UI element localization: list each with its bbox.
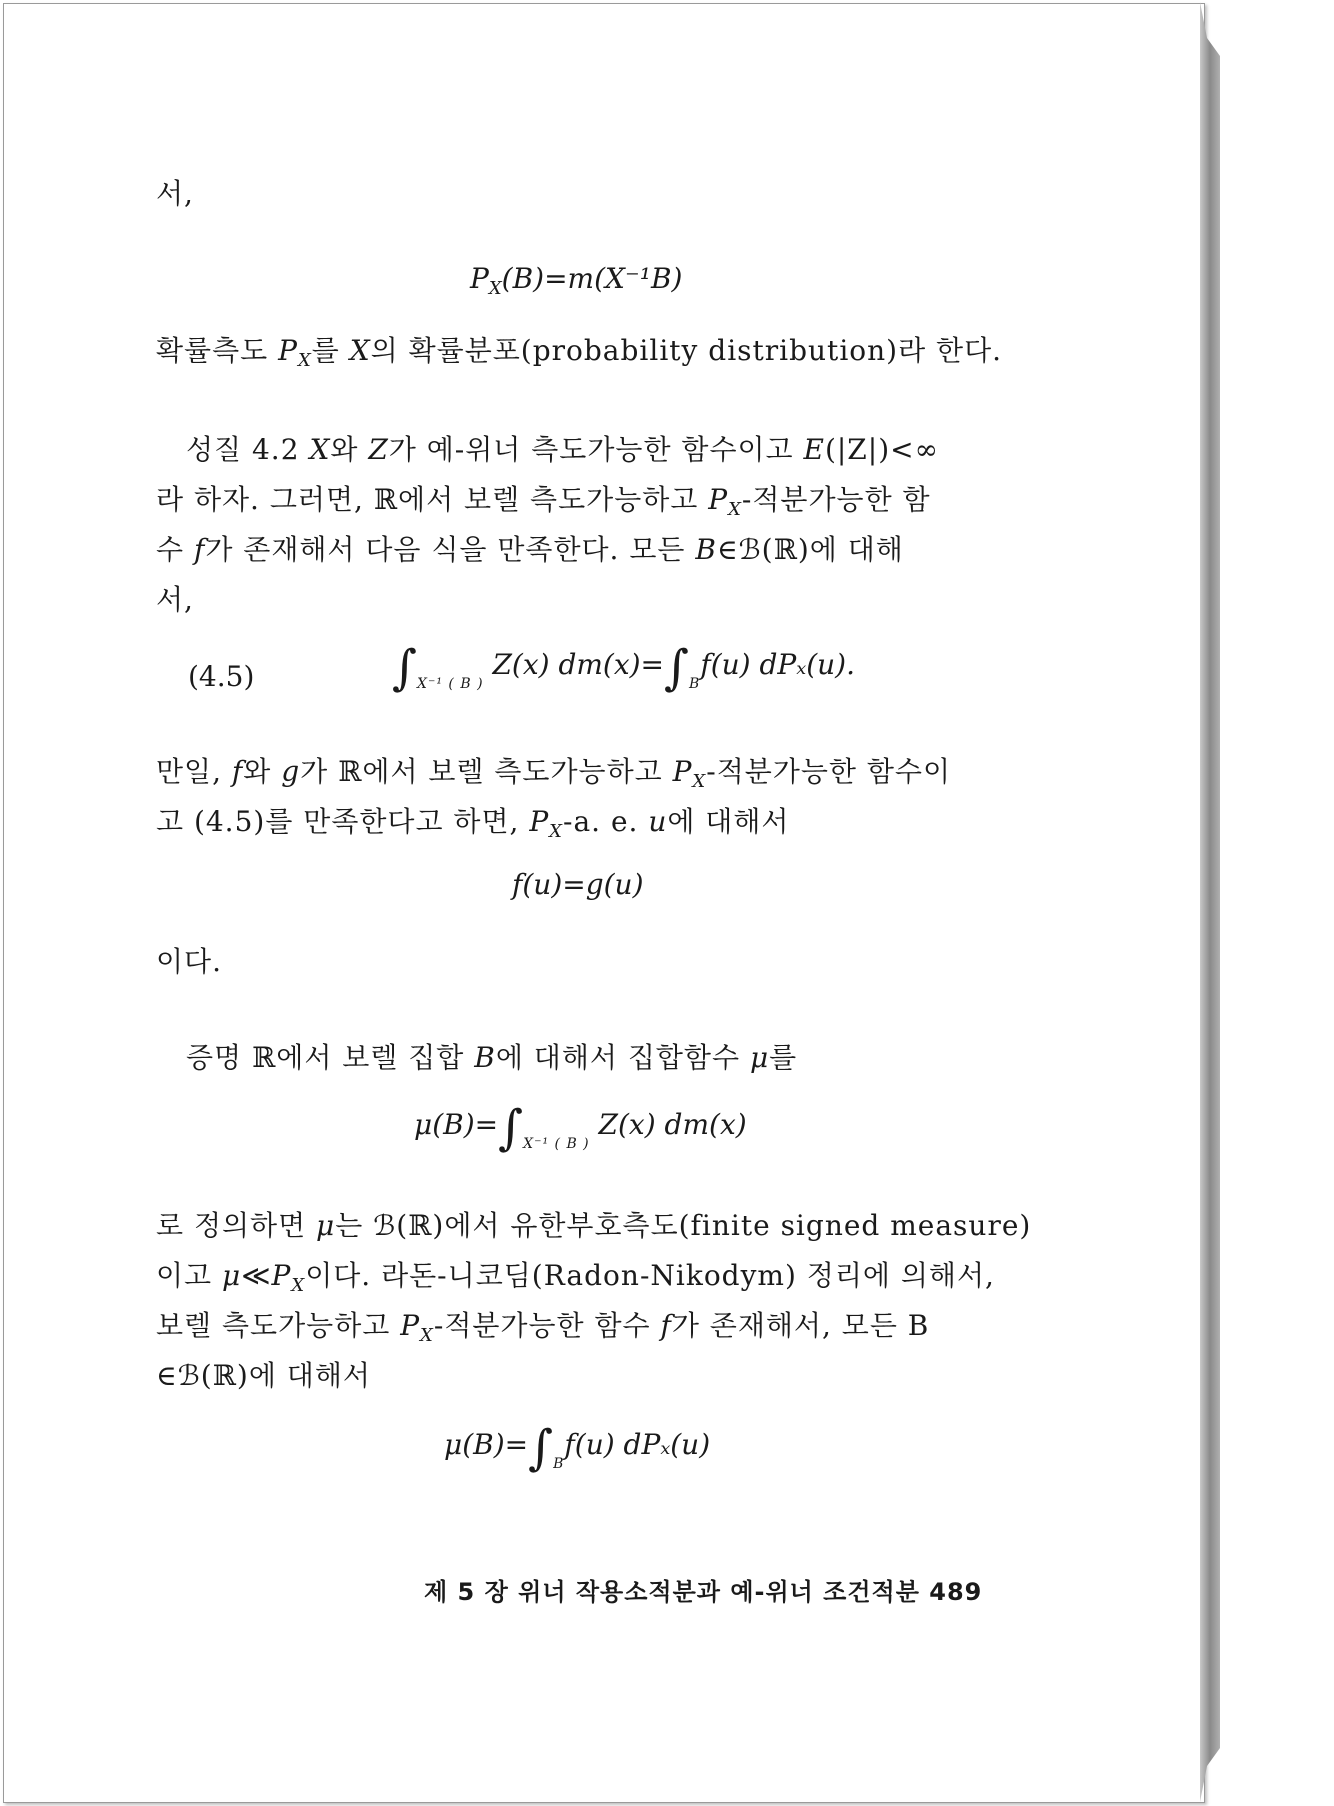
text-line bbox=[156, 172, 194, 212]
subscript-x: X bbox=[549, 821, 563, 842]
subscript-x: X bbox=[420, 1325, 434, 1346]
symbol-mu: μ bbox=[222, 1259, 242, 1292]
integral-domain: B bbox=[553, 1456, 565, 1472]
symbol-p: P bbox=[400, 1309, 421, 1342]
text: 수 bbox=[156, 533, 194, 566]
equation-body: f(u)=g(u) bbox=[512, 868, 644, 901]
equation-left: μ(B)= bbox=[414, 1108, 499, 1141]
equation-right: Z(x) dm(x) bbox=[598, 1108, 747, 1141]
symbol-p: P bbox=[708, 483, 729, 516]
integral-sign: ∫ bbox=[498, 1100, 524, 1156]
equation-4-5 bbox=[392, 640, 855, 696]
property-label: 성질 4.2 bbox=[186, 433, 310, 466]
symbol-p: P bbox=[278, 334, 298, 367]
property-heading-line bbox=[186, 428, 939, 468]
text-line bbox=[156, 528, 904, 568]
equation-right: f(u) dPₓ(u) bbox=[564, 1428, 711, 1461]
text: 가 ℝ에서 보렐 측도가능하고 bbox=[300, 755, 673, 788]
text: 서, bbox=[156, 177, 194, 210]
symbol-f: f bbox=[193, 533, 206, 566]
text: 의 확률분포(probability distribution)라 한다. bbox=[370, 334, 1003, 367]
text: 서, bbox=[156, 583, 194, 616]
integral-domain: B bbox=[689, 676, 701, 692]
symbol-p: P bbox=[672, 755, 693, 788]
equation-left: Z(x) dm(x)= bbox=[492, 648, 665, 681]
page-edge-shadow bbox=[1200, 2, 1220, 1802]
text-line bbox=[156, 1304, 929, 1346]
integral-domain: X⁻¹ ( B ) bbox=[523, 1136, 590, 1152]
text: 보렐 측도가능하고 bbox=[156, 1309, 401, 1342]
footer-text: 제 5 장 위너 작용소적분과 예-위너 조건적분 489 bbox=[424, 1578, 983, 1606]
text: 가 존재해서 다음 식을 만족한다. 모든 bbox=[205, 533, 696, 566]
text: 증명 ℝ에서 보렐 집합 bbox=[186, 1041, 475, 1074]
text: ∈ℬ(ℝ)에 대해서 bbox=[156, 1359, 371, 1392]
symbol-p: P bbox=[470, 262, 489, 295]
text: -적분가능한 함수이 bbox=[706, 755, 951, 788]
text: 이다. bbox=[156, 945, 222, 978]
text-line bbox=[156, 1354, 371, 1394]
equation-mu-final bbox=[444, 1420, 711, 1476]
text-line bbox=[156, 750, 951, 792]
proof-heading-line bbox=[186, 1036, 797, 1076]
integral-sign: ∫ bbox=[392, 640, 418, 696]
text: 를 bbox=[311, 334, 350, 367]
text: 이다. 라돈-니코딤(Radon-Nikodym) 정리에 의해서, bbox=[305, 1259, 995, 1292]
symbol-b: B bbox=[695, 533, 717, 566]
text-line bbox=[156, 800, 789, 842]
text: 에 대해서 집합함수 bbox=[495, 1041, 750, 1074]
text: 이고 bbox=[156, 1259, 222, 1292]
equation-mu-definition bbox=[414, 1100, 747, 1156]
symbol-g: g bbox=[281, 755, 301, 788]
text: ≪ bbox=[241, 1259, 272, 1292]
symbol-x: X bbox=[309, 433, 331, 466]
equation-number-text: (4.5) bbox=[188, 660, 255, 693]
text: 를 bbox=[769, 1041, 798, 1074]
text: 에 대해서 bbox=[667, 805, 790, 838]
page-footer bbox=[424, 1572, 982, 1607]
text-line bbox=[156, 329, 1002, 371]
text: -적분가능한 함 bbox=[741, 483, 931, 516]
text: 와 bbox=[330, 433, 369, 466]
text-line bbox=[156, 940, 222, 980]
equation-body: (B)=m(X⁻¹B) bbox=[501, 262, 683, 295]
text: 라 하자. 그러면, ℝ에서 보렐 측도가능하고 bbox=[156, 483, 709, 516]
subscript-x: X bbox=[488, 278, 502, 299]
text-line bbox=[156, 1254, 995, 1296]
symbol-f: f bbox=[231, 755, 244, 788]
subscript-x: X bbox=[291, 1275, 306, 1296]
integral-domain: X⁻¹ ( B ) bbox=[417, 676, 484, 692]
text-line bbox=[156, 578, 194, 618]
text: 고 (4.5)를 만족한다고 하면, bbox=[156, 805, 530, 838]
text-line bbox=[156, 1204, 1031, 1244]
text: 만일, bbox=[156, 755, 232, 788]
symbol-x: X bbox=[349, 334, 371, 367]
book-page bbox=[3, 3, 1205, 1803]
integral-sign: ∫ bbox=[528, 1420, 554, 1476]
expectation-condition: (|Z|)<∞ bbox=[824, 433, 939, 466]
symbol-u: u bbox=[648, 805, 668, 838]
text: 가 예-위너 측도가능한 함수이고 bbox=[388, 433, 804, 466]
equation-number bbox=[188, 660, 254, 693]
equation-right: f(u) dPₓ(u). bbox=[700, 648, 855, 681]
text: ∈ℬ(ℝ)에 대해 bbox=[716, 533, 904, 566]
subscript-x: X bbox=[297, 350, 312, 371]
subscript-x: X bbox=[728, 499, 742, 520]
symbol-mu: μ bbox=[749, 1041, 770, 1074]
text: 가 존재해서, 모든 B bbox=[671, 1309, 930, 1342]
symbol-e: E bbox=[803, 433, 825, 466]
subscript-x: X bbox=[692, 771, 707, 792]
symbol-p: P bbox=[271, 1259, 292, 1292]
text: 로 정의하면 bbox=[156, 1209, 317, 1242]
equation-px-definition bbox=[470, 262, 682, 299]
symbol-p: P bbox=[529, 805, 550, 838]
symbol-mu: μ bbox=[316, 1209, 336, 1242]
text: 확률측도 bbox=[156, 334, 279, 367]
text: -a. e. bbox=[562, 805, 649, 838]
text-line bbox=[156, 478, 931, 520]
equation-f-equals-g bbox=[512, 868, 644, 901]
integral-sign: ∫ bbox=[664, 640, 690, 696]
equation-left: μ(B)= bbox=[444, 1428, 529, 1461]
text: 는 ℬ(ℝ)에서 유한부호측도(finite signed measure) bbox=[335, 1209, 1032, 1242]
text: 와 bbox=[243, 755, 282, 788]
symbol-z: Z bbox=[368, 433, 389, 466]
text: -적분가능한 함수 bbox=[433, 1309, 661, 1342]
symbol-b: B bbox=[474, 1041, 496, 1074]
symbol-f: f bbox=[660, 1309, 672, 1342]
